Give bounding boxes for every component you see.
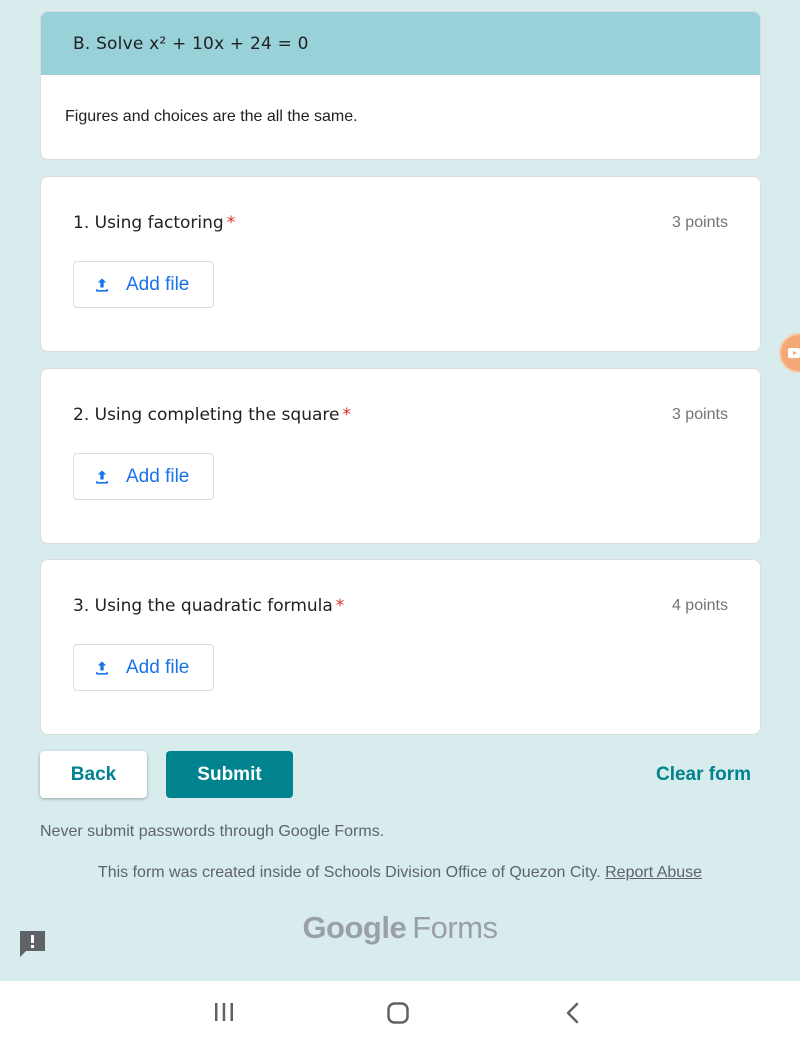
add-file-button[interactable] [73,261,214,308]
video-icon [787,347,800,359]
question-title [73,405,351,425]
required-asterisk: * [226,213,236,233]
required-asterisk: * [335,596,345,616]
report-abuse-link[interactable]: Report Abuse [605,864,703,881]
section-title: B. Solve x² + 10x + 24 = 0 [41,12,760,75]
form-origin-notice [0,864,800,882]
clear-form-button[interactable]: Clear form [655,763,751,785]
floating-video-bubble[interactable] [779,333,800,373]
add-file-label: Add file [126,656,190,678]
back-button[interactable]: Back [40,751,147,798]
back-nav-icon[interactable] [563,1001,583,1025]
recents-icon[interactable] [213,1001,235,1023]
question-title-text: 1. Using factoring [73,213,224,233]
add-file-label: Add file [126,465,190,487]
system-navigation-bar [0,981,800,1045]
question-points: 3 points [671,406,728,423]
upload-icon [92,658,112,678]
question-title [73,596,344,616]
question-title [73,213,235,233]
origin-text: This form was created inside of Schools Division Office of Quezon City. [97,864,601,881]
add-file-button[interactable] [73,453,214,500]
form-navigation [40,751,761,798]
feedback-icon[interactable] [18,929,47,959]
section-description: Figures and choices are the all the same. [65,108,358,125]
logo-forms-text: Forms [412,910,498,945]
question-points: 4 points [671,597,728,614]
upload-icon [92,275,112,295]
add-file-button[interactable] [73,644,214,691]
question-card-3 [40,559,761,735]
add-file-label: Add file [126,273,190,295]
home-icon[interactable] [386,1001,410,1025]
question-points: 3 points [671,214,728,231]
question-card-2 [40,368,761,544]
password-warning: Never submit passwords through Google Forms. [40,823,385,840]
question-card-1 [40,176,761,352]
submit-button[interactable]: Submit [166,751,293,798]
question-title-text: 2. Using completing the square [73,405,340,425]
upload-icon [92,467,112,487]
logo-google-text: Google [302,910,407,945]
required-asterisk: * [342,405,351,425]
google-forms-logo[interactable] [0,910,800,946]
section-card [40,11,761,160]
question-title-text: 3. Using the quadratic formula [73,596,333,616]
